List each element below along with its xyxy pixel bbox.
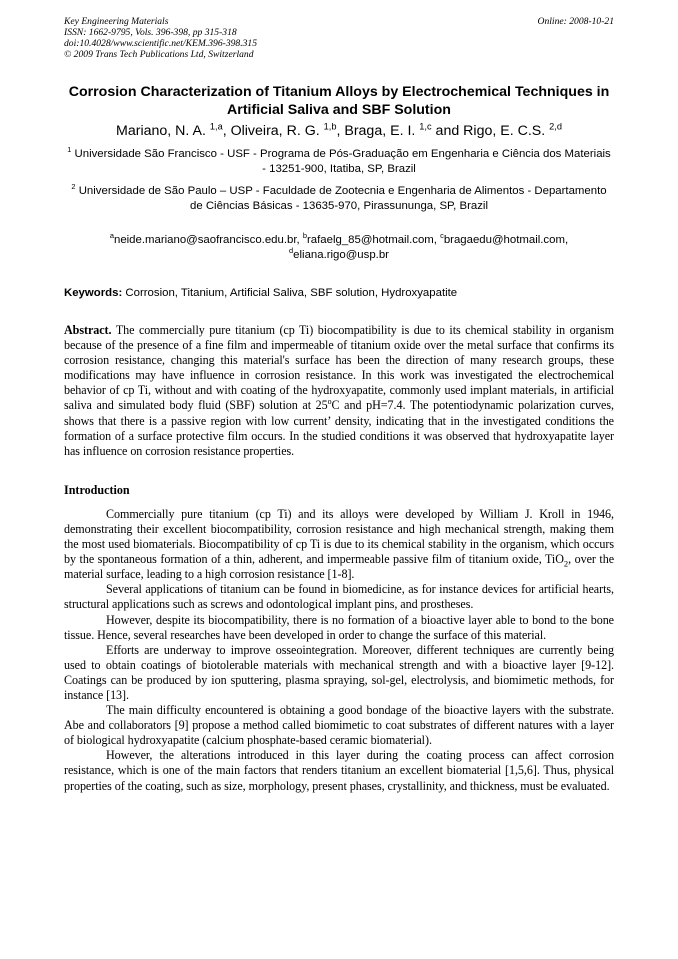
paragraph-text: Commercially pure titanium (cp Ti) and its alloys were developed by William J. Kroll in 1946, demonstrating their excellent biocompatibility, corrosion resistance and high mechanical strength, making them the most used biomaterials. Biocompatibility of cp Ti is due to its chemical stability in the organism, which occurs by the spontaneous formation of a thin, adherent, and impermeable passive film of titanium oxide, TiO <box>64 506 614 567</box>
paragraph: The main difficulty encountered is obtaining a good bondage of the bioactive layers with the substrate. Abe and collaborators [9] propose a method called biomimetic to coat substrates of different natures with a layer of biological hydroxyapatite (calcium phosphate-based ceramic biomaterial). <box>64 703 614 748</box>
subscript: 2 <box>563 558 569 569</box>
affiliation-text: Universidade São Francisco - USF - Programa de Pós-Graduação em Engenharia e Ciência dos Materiais - 13251-900, Itatiba, SP, Brazil <box>74 148 611 175</box>
author-name: Oliveira, R. G. <box>230 123 320 139</box>
paragraph <box>64 507 614 582</box>
author-name: Braga, E. I. <box>344 123 416 139</box>
email-link[interactable]: bragaedu@hotmail.com <box>443 234 565 246</box>
affiliation-2 <box>64 184 614 214</box>
keywords-label: Keywords: <box>64 287 123 299</box>
affiliation-1 <box>64 147 614 177</box>
author-name: Rigo, E. C.S. <box>463 123 546 139</box>
section-heading-introduction: Introduction <box>64 482 130 497</box>
abstract-text-continued: C and pH=7.4. The potentiodynamic polarization curves, shows that there is a passive region with low current’ density, indicating that in the investigated conditions the formation of a surface protective film occurs. In the studied conditions it was observed that hydroxyapatite layer has influence on corrosion resistance properties. <box>64 398 614 458</box>
issn-line: ISSN: 1662-9795, Vols. 396-398, pp 315-318 <box>64 27 237 38</box>
email-list: $^a$neide.mariano@saofrancisco.edu.br, $^b$rafaelg_85@hotmail.com, $^c$bragaedu@hotmail.com, $^d$eliana.rigo@usp.br <box>109 231 569 261</box>
author-separator: , <box>336 123 345 139</box>
journal-header <box>64 16 614 62</box>
author-name: Mariano, N. A. <box>116 123 206 139</box>
author-affiliation-mark: 2,d <box>549 121 562 132</box>
author-list <box>64 122 614 140</box>
author-separator: and <box>431 123 464 139</box>
email-link[interactable]: rafaelg_85@hotmail.com <box>306 234 434 246</box>
copyright-line: © 2009 Trans Tech Publications Ltd, Switzerland <box>64 49 254 60</box>
email-mark: d <box>289 246 294 256</box>
abstract <box>64 323 614 459</box>
author-affiliation-mark: 1,b <box>323 121 337 132</box>
journal-name: Key Engineering Materials <box>64 16 169 27</box>
author-affiliation-mark: 1,c <box>419 121 432 132</box>
affiliation-number: 1 <box>67 145 72 155</box>
affiliation-text: Universidade de São Paulo – USP - Faculdade de Zootecnia e Engenharia de Alimentos - Departamento de Ciências Básicas - 13635-970, Pirassununga, SP, Brazil <box>78 185 607 212</box>
author-separator: , <box>222 123 231 139</box>
author-affiliation-mark: 1,a <box>209 121 223 132</box>
email-link[interactable]: eliana.rigo@usp.br <box>293 249 389 261</box>
paragraph: Several applications of titanium can be found in biomedicine, as for instance devices for artificial hearts, structural applications such as screws and odontological implant pins, and prostheses. <box>64 582 614 612</box>
paragraph: However, the alterations introduced in this layer during the coating process can affect corrosion resistance, which is one of the main factors that renders titanium an excellent biomaterial [1,5,6]. Thus, physical properties of the coating, such as size, morphology, present phases, crystallinity, and thickness, must be evaluated. <box>64 748 614 793</box>
paper-page <box>64 16 614 794</box>
keywords-text: Corrosion, Titanium, Artificial Saliva, SBF solution, Hydroxyapatite <box>125 287 458 299</box>
online-date: Online: 2008-10-21 <box>537 16 614 27</box>
paragraph-text-continued: , over the material surface, leading to a high corrosion resistance [1-8]. <box>64 552 615 582</box>
paper-title: Corrosion Characterization of Titanium Alloys by Electrochemical Techniques in Artificial Saliva and SBF Solution <box>68 84 610 118</box>
keywords <box>64 286 614 301</box>
email-mark: a <box>109 231 114 241</box>
paragraph: However, despite its biocompatibility, there is no formation of a bioactive layer able to bond to the bone tissue. Hence, several researches have been developed in order to change the surface of this material. <box>64 612 614 642</box>
doi-line: doi:10.4028/www.scientific.net/KEM.396-398.315 <box>64 38 258 49</box>
email-mark: c <box>440 231 444 241</box>
email-mark: b <box>302 231 307 241</box>
email-link[interactable]: neide.mariano@saofrancisco.edu.br <box>113 234 297 246</box>
abstract-label: Abstract. <box>64 323 112 337</box>
affiliation-number: 2 <box>71 182 76 192</box>
abstract-text: The commercially pure titanium (cp Ti) biocompatibility is due to its chemical stability in organism because of the presence of a fine film and impermeable of titanium oxide over the metal surface that confirms its corrosion resistance, changing this material's surface has been the direction of many research groups, these modifications may have influence in corrosion resistance. In this work was investigated the electrochemical behavior of cp Ti, without and with coating of the hydroxyapatite, commonly used implant materials, in artificial saliva and simulated body fluid (SBF) solution at 25 <box>64 323 614 413</box>
paragraph: Efforts are underway to improve osseointegration. Moreover, different techniques are currently being used to obtain coatings of biotolerable materials with mechanical strength and with a bioactive layer [9-12]. Coatings can be produced by ion sputtering, plasma spraying, sol-gel, electrolysis, and biomimetic methods, for instance [13]. <box>64 642 614 702</box>
degree-mark: o <box>327 397 332 407</box>
